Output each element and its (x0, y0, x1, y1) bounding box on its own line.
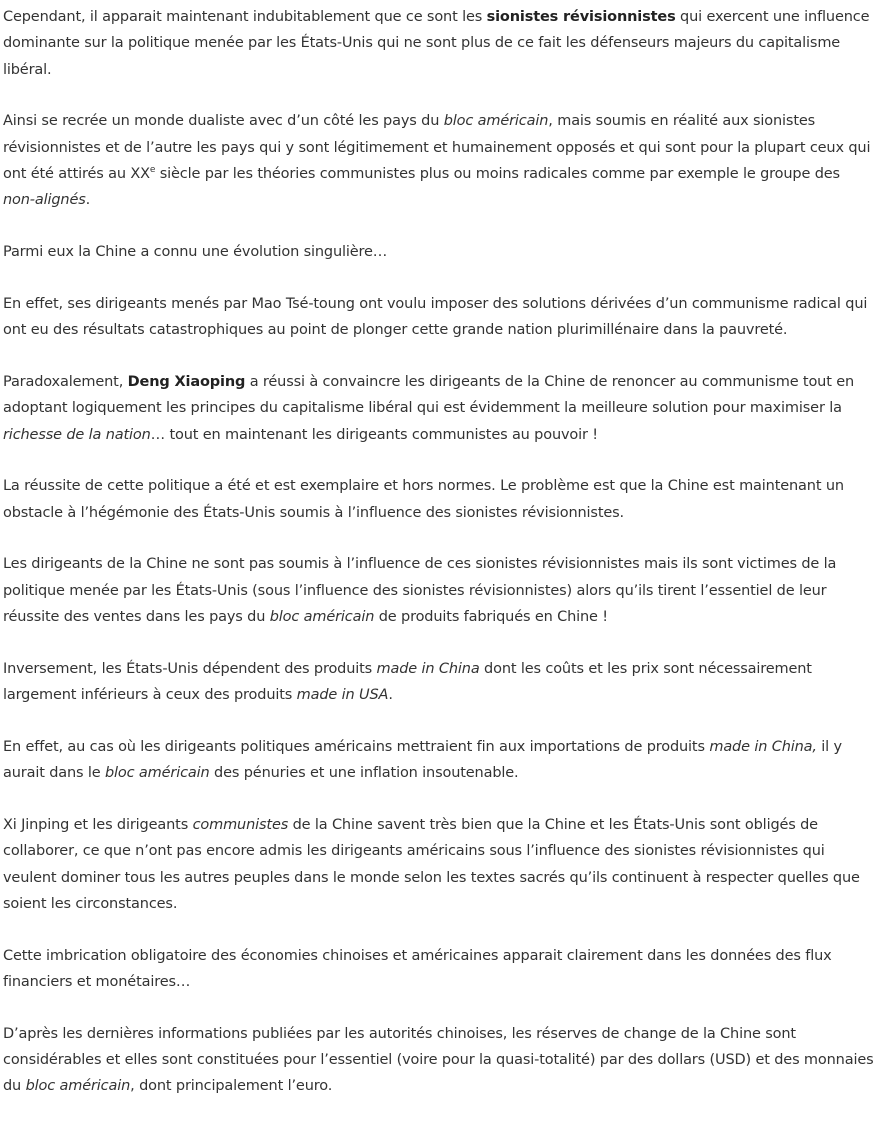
article-paragraph (3, 734, 875, 787)
text-segment: des pénuries et une inflation insoutenable. (209, 765, 519, 782)
bold-text: Deng Xiaoping (127, 373, 246, 390)
italic-text: non-alignés (3, 192, 86, 209)
article-paragraph (3, 812, 875, 917)
italic-text: bloc américain (105, 765, 210, 782)
text-segment: Parmi eux la Chine a connu une évolution singulière… (3, 244, 388, 261)
italic-text: made in USA (296, 687, 389, 704)
text-segment: La réussite de cette politique a été et est exemplaire et hors normes. Le problème est que la Chine est maintenant un obstacle à l’hégémonie des États-Unis soumis à l’influence des sionistes révisionnistes. (3, 478, 844, 521)
bold-text: sionistes révisionnistes (486, 9, 676, 25)
text-segment: de la Chine savent très bien que la Chine et les États-Unis sont obligés de collaborer, ce que n’ont pas encore admis les dirigeants américains sous l’influence des sionistes révisionnistes qui veulent dominer tous les autres peuples dans le monde selon les textes sacrés qu’ils continuent à respecter quelles que soient les circonstances. (3, 817, 860, 912)
article-paragraph (3, 239, 875, 265)
article-paragraph (3, 1021, 875, 1100)
text-segment: de produits fabriqués en Chine ! (374, 609, 608, 626)
italic-text: made in China (376, 660, 480, 677)
text-segment: Xi Jinping et les dirigeants (3, 817, 193, 834)
text-segment: Inversement, les États-Unis dépendent des produits (3, 660, 377, 677)
text-segment: Cependant, il apparait maintenant indubitablement que ce sont les (3, 9, 487, 25)
article-paragraph (3, 551, 875, 630)
article-body (3, 4, 875, 1125)
text-segment: Ainsi se recrée un monde dualiste avec d’un côté les pays du (3, 113, 444, 130)
text-segment: En effet, au cas où les dirigeants politiques américains mettraient fin aux importations de produits (3, 738, 710, 755)
italic-text: bloc américain (269, 609, 375, 626)
article-paragraph (3, 108, 875, 213)
text-segment: . (388, 687, 393, 704)
text-segment: , dont principalement l’euro. (130, 1078, 333, 1095)
text-segment: … tout en maintenant les dirigeants communistes au pouvoir ! (150, 426, 598, 443)
text-segment: Cette imbrication obligatoire des économies chinoises et américaines apparait clairement dans les données des flux financiers et monétaires… (3, 947, 832, 991)
text-segment: Les dirigeants de la Chine ne sont pas soumis à l’influence de ces sionistes révisionnistes mais ils sont victimes de la politique menée par les États-Unis (sous l’influence des sionistes révisionnistes) alors qu’ils tirent l’essentiel de leur réussite des ventes dans les pays du (3, 556, 837, 626)
article-paragraph (3, 473, 875, 526)
superscript-text: e (149, 165, 156, 176)
text-segment: , mais soumis en réalité aux sionistes révisionnistes et de l’autre les pays qui y sont légitimement et humainement opposés et qui sont pour la plupart ceux qui ont été attirés au XX (3, 113, 871, 182)
italic-text: made in China, (709, 738, 817, 755)
text-segment: qui exercent une influence dominante sur la politique menée par les États-Unis qui ne sont plus de ce fait les défenseurs majeurs du capitalisme libéral. (3, 9, 870, 78)
text-segment: . (85, 192, 91, 209)
article-paragraph (3, 369, 875, 448)
article-paragraph (3, 4, 875, 83)
article-paragraph (3, 291, 875, 344)
italic-text: bloc américain (443, 113, 549, 130)
text-segment: D’après les dernières informations publiées par les autorités chinoises, les réserves de change de la Chine sont considérables et elles sont constituées pour l’essentiel (voire pour la quasi-totalité) par des dollars (USD) et des monnaies du (3, 1025, 874, 1095)
text-segment: a réussi à convaincre les dirigeants de la Chine de renoncer au communisme tout en adoptant logiquement les principes du capitalisme libéral qui est évidemment la meilleure solution pour maximiser la (3, 373, 855, 417)
text-segment: siècle par les théories communistes plus ou moins radicales comme par exemple le groupe des (155, 165, 840, 182)
italic-text: bloc américain (25, 1078, 131, 1095)
text-segment: il y aurait dans le (3, 738, 842, 782)
text-segment: Paradoxalement, (3, 373, 128, 390)
article-paragraph (3, 656, 875, 709)
text-segment: En effet, ses dirigeants menés par Mao Tsé-toung ont voulu imposer des solutions dérivées d’un communisme radical qui ont eu des résultats catastrophiques au point de plonger cette grande nation plurimillénaire dans la pauvreté. (3, 295, 868, 339)
text-segment: dont les coûts et les prix sont nécessairement largement inférieurs à ceux des produits (3, 660, 812, 704)
italic-text: richesse de la nation (3, 426, 151, 443)
italic-text: communistes (192, 817, 289, 834)
article-paragraph (3, 943, 875, 996)
